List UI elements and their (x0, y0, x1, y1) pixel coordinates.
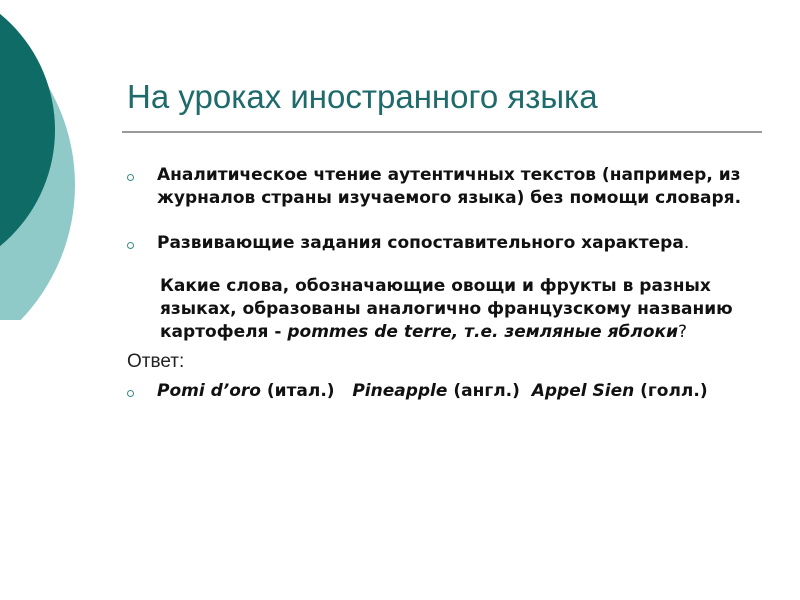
answer-word: Appel Sien (531, 381, 635, 401)
slide-title: На уроках иностранного языка (127, 78, 598, 115)
question-trail: ? (678, 322, 688, 342)
bullet-text: Аналитическое чтение аутентичных текстов (например, из журналов страны изучаемого языка) без помощи словаря. (157, 165, 742, 208)
bullet-icon (127, 390, 134, 397)
answer-note: (голл.) (634, 381, 708, 401)
bullet-icon (127, 174, 134, 181)
answer-label: Ответ: (127, 351, 185, 372)
bullet-text: Развивающие задания сопоставительного характера (157, 233, 684, 253)
bullet-item (127, 232, 767, 255)
answer-note: (итал.) (260, 381, 353, 401)
answer-word: Pomi d’oro (157, 381, 261, 401)
answer-item (127, 380, 767, 403)
question-text (127, 275, 767, 344)
slide-content (127, 164, 767, 403)
bullet-trail: . (683, 233, 690, 253)
answer-note: (англ.) (447, 381, 532, 401)
question-body: Какие слова, обозначающие овощи и фрукты в разных языках, образованы аналогично французскому названию картофеля - (160, 276, 733, 342)
bullet-icon (127, 242, 134, 249)
question-italic: pommes de terre, т.е. земляные яблоки (287, 322, 678, 342)
answer-word: Pineapple (352, 381, 448, 401)
bullet-item (127, 164, 767, 210)
decorative-circles (0, 0, 120, 320)
title-divider (122, 131, 762, 133)
